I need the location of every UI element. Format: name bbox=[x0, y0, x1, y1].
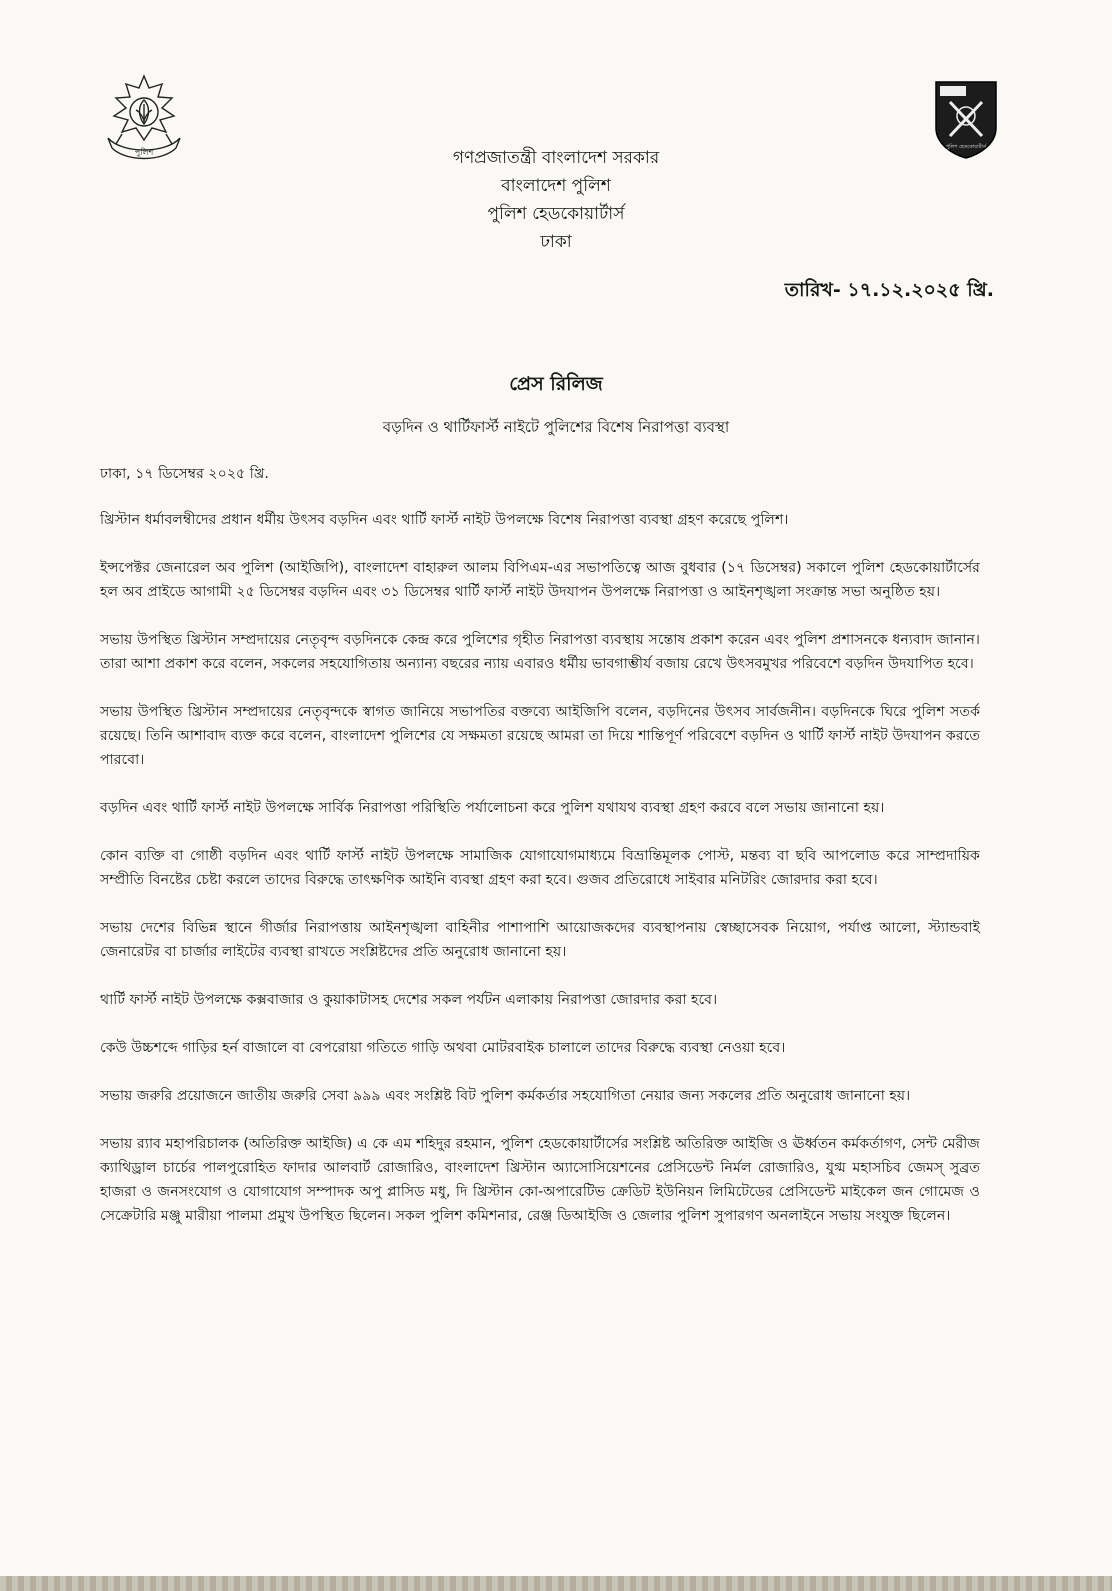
paragraph: ইন্সপেক্টর জেনারেল অব পুলিশ (আইজিপি), বাংলাদেশ বাহারুল আলম বিপিএম-এর সভাপতিত্বে আজ বুধবার (১৭ ডিসেম্বর) সকালে পুলিশ হেডকোয়ার্টার্সের হল অব প্রাইডে আগামী ২৫ ডিসেম্বর বড়দিন এবং ৩১ ডিসেম্বর থার্টি ফার্স্ট নাইট উদযাপন উপলক্ষে নিরাপত্তা ও আইনশৃঙ্খলা সংক্রান্ত সভা অনুষ্ঠিত হয়। bbox=[100, 560, 980, 600]
paragraph: সভায় উপস্থিত খ্রিস্টান সম্প্রদায়ের নেতৃবৃন্দ বড়দিনকে কেন্দ্র করে পুলিশের গৃহীত নিরাপত্তা ব্যবস্থায় সন্তোষ প্রকাশ করেন এবং পুলিশ প্রশাসনকে ধন্যবাদ জানান। তারা আশা প্রকাশ করে বলেন, সকলের সহযোগিতায় অন্যান্য বছরের ন্যায় এবারও ধর্মীয় ভাবগাম্ভীর্য বজায় রেখে উৎসবমুখর পরিবেশে বড়দিন উদযাপিত হবে। bbox=[100, 632, 980, 672]
paragraph: সভায় র‍্যাব মহাপরিচালক (অতিরিক্ত আইজি) এ কে এম শহিদুর রহমান, পুলিশ হেডকোয়ার্টার্সের সংশ্লিষ্ট অতিরিক্ত আইজি ও ঊর্ধ্বতন কর্মকর্তাগণ, সেন্ট মেরীজ ক্যাথিড্রাল চার্চের পালপুরোহিত ফাদার আলবার্ট রোজারিও, বাংলাদেশ খ্রিস্টান অ্যাসোসিয়েশনের প্রেসিডেন্ট নির্মল রোজারিও, যুগ্ম মহাসচিব জেমস্ সুব্রত হাজরা ও জনসংযোগ ও যোগাযোগ সম্পাদক অপু প্লাসিড মধু, দি খ্রিস্টান কো-অপারেটিভ ক্রেডিট ইউনিয়ন লিমিটেডের প্রেসিডেন্ট মাইকেল জন গোমেজ ও সেক্রেটারি মঞ্জু মারীয়া পালমা প্রমুখ উপস্থিত ছিলেন। সকল পুলিশ কমিশনার, রেঞ্জ ডিআইজি ও জেলার পুলিশ সুপারগণ অনলাইনে সভায় সংযুক্ত ছিলেন। bbox=[100, 1136, 980, 1224]
dateline: ঢাকা, ১৭ ডিসেম্বর ২০২৫ খ্রি. bbox=[100, 466, 269, 482]
document-date: তারিখ- ১৭.১২.২০২৫ খ্রি. bbox=[784, 279, 994, 301]
paragraph: কেউ উচ্চশব্দে গাড়ির হর্ন বাজালে বা বেপরোয়া গতিতে গাড়ি অথবা মোটরবাইক চালালে তাদের বিরুদ্ধে ব্যবস্থা নেওয়া হবে। bbox=[100, 1040, 786, 1056]
city-name: ঢাকা bbox=[540, 232, 572, 252]
document-body bbox=[100, 462, 980, 1252]
paragraph: সভায় দেশের বিভিন্ন স্থানে গীর্জার নিরাপত্তায় আইনশৃঙ্খলা বাহিনীর পাশাপাশি আয়োজকদের ব্যবস্থাপনায় স্বেচ্ছাসেবক নিয়োগ, পর্যাপ্ত আলো, স্ট্যান্ডবাই জেনারেটর বা চার্জার লাইটের ব্যবস্থা রাখতে সংশ্লিষ্টদের প্রতি অনুরোধ জানানো হয়। bbox=[100, 920, 980, 960]
letterhead bbox=[300, 144, 812, 256]
paragraph: কোন ব্যক্তি বা গোষ্ঠী বড়দিন এবং থার্টি ফার্স্ট নাইট উপলক্ষে সামাজিক যোগাযোগমাধ্যমে বিভ্রান্তিমূলক পোস্ট, মন্তব্য বা ছবি আপলোড করে সাম্প্রদায়িক সম্প্রীতি বিনষ্টের চেষ্টা করলে তাদের বিরুদ্ধে তাৎক্ষণিক আইনি ব্যবস্থা গ্রহণ করা হবে। গুজব প্রতিরোধে সাইবার মনিটরিং জোরদার করা হবে। bbox=[100, 848, 980, 888]
page-bottom-edge bbox=[0, 1576, 1112, 1591]
document-title: প্রেস রিলিজ bbox=[509, 373, 603, 395]
paragraph: খ্রিস্টান ধর্মাবলম্বীদের প্রধান ধর্মীয় উৎসব বড়দিন এবং থার্টি ফার্স্ট নাইট উপলক্ষে বিশেষ নিরাপত্তা ব্যবস্থা গ্রহণ করেছে পুলিশ। bbox=[100, 512, 789, 528]
paragraph: সভায় জরুরি প্রয়োজনে জাতীয় জরুরি সেবা ৯৯৯ এবং সংশ্লিষ্ট বিট পুলিশ কর্মকর্তার সহযোগিতা নেয়ার জন্য সকলের প্রতি অনুরোধ জানানো হয়। bbox=[100, 1088, 911, 1104]
paragraph: বড়দিন এবং থার্টি ফার্স্ট নাইট উপলক্ষে সার্বিক নিরাপত্তা পরিস্থিতি পর্যালোচনা করে পুলিশ যথাযথ ব্যবস্থা গ্রহণ করবে বলে সভায় জানানো হয়। bbox=[100, 800, 885, 816]
police-headquarters-shield-icon bbox=[932, 78, 1000, 160]
government-name: গণপ্রজাতন্ত্রী বাংলাদেশ সরকার bbox=[452, 148, 660, 168]
office-name: পুলিশ হেডকোয়ার্টার্স bbox=[487, 204, 625, 224]
svg-text:পুলিশ হেডকোয়ার্টার্স: পুলিশ হেডকোয়ার্টার্স bbox=[945, 144, 987, 150]
bangladesh-police-emblem-icon bbox=[92, 68, 196, 172]
paragraph: থার্টি ফার্স্ট নাইট উপলক্ষে কক্সবাজার ও কুয়াকাটাসহ দেশের সকল পর্যটন এলাকায় নিরাপত্তা জোরদার করা হবে। bbox=[100, 992, 718, 1008]
document-subtitle: বড়দিন ও থার্টিফার্স্ট নাইটে পুলিশের বিশেষ নিরাপত্তা ব্যবস্থা bbox=[382, 418, 730, 436]
svg-text:পুলিশ: পুলিশ bbox=[134, 148, 154, 157]
organization-name: বাংলাদেশ পুলিশ bbox=[501, 176, 611, 196]
paragraph: সভায় উপস্থিত খ্রিস্টান সম্প্রদায়ের নেতৃবৃন্দকে স্বাগত জানিয়ে সভাপতির বক্তব্যে আইজিপি বলেন, বড়দিনের উৎসব সার্বজনীন। বড়দিনকে ঘিরে পুলিশ সতর্ক রয়েছে। তিনি আশাবাদ ব্যক্ত করে বলেন, বাংলাদেশ পুলিশের যে সক্ষমতা রয়েছে আমরা তা দিয়ে শান্তিপূর্ণ পরিবেশে বড়দিন ও থার্টি ফার্স্ট নাইট উদযাপন করতে পারবো। bbox=[100, 704, 980, 768]
